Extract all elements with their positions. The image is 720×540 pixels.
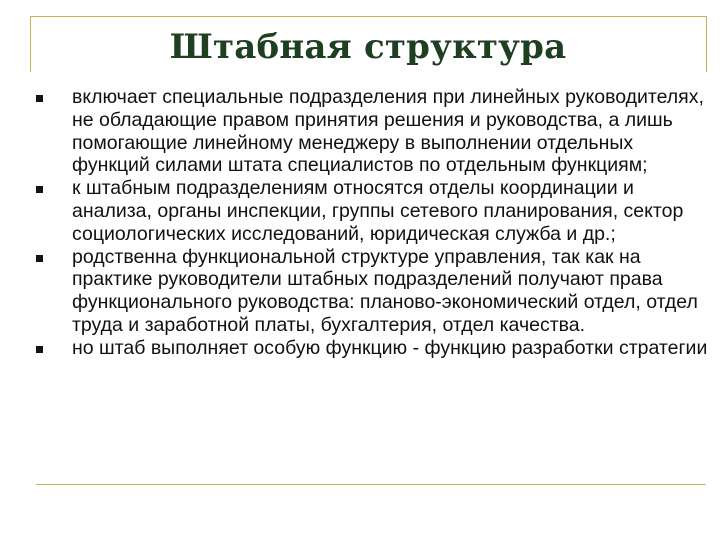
bullet-text: к штабным подразделениям относятся отделы координации и анализа, органы инспекции, группы сетевого планирования, сектор социологических исследований, юридическая служба и др.; — [72, 177, 684, 245]
frame-bottom-line — [36, 484, 706, 485]
bullet-text: включает специальные подразделения при линейных руководителях, не обладающие правом принятия решения и руководства, а лишь помогающие линейному менеджеру в выполнении отдельных функций силами штата специалистов по отдельным функциям; — [72, 86, 704, 177]
bullet-list — [36, 86, 712, 360]
bullet-item — [36, 177, 712, 245]
frame-right-line — [706, 16, 707, 72]
slide-title: Штабная структура — [169, 27, 567, 67]
square-bullet-icon — [36, 95, 43, 102]
square-bullet-icon — [36, 346, 43, 353]
square-bullet-icon — [36, 186, 43, 193]
bullet-text: но штаб выполняет особую функцию - функцию разработки стратегии — [72, 336, 708, 359]
bullet-item — [36, 246, 712, 337]
frame-top-line — [30, 16, 706, 17]
bullet-text: родственна функциональной структуре управления, так как на практике руководители штабных подразделений получают права функционального руководства: планово-экономический отдел, отдел труда и заработной платы, бухгалтерия, отдел качества. — [72, 245, 698, 336]
bullet-item — [36, 86, 712, 177]
bullet-item — [36, 337, 712, 360]
square-bullet-icon — [36, 255, 43, 262]
